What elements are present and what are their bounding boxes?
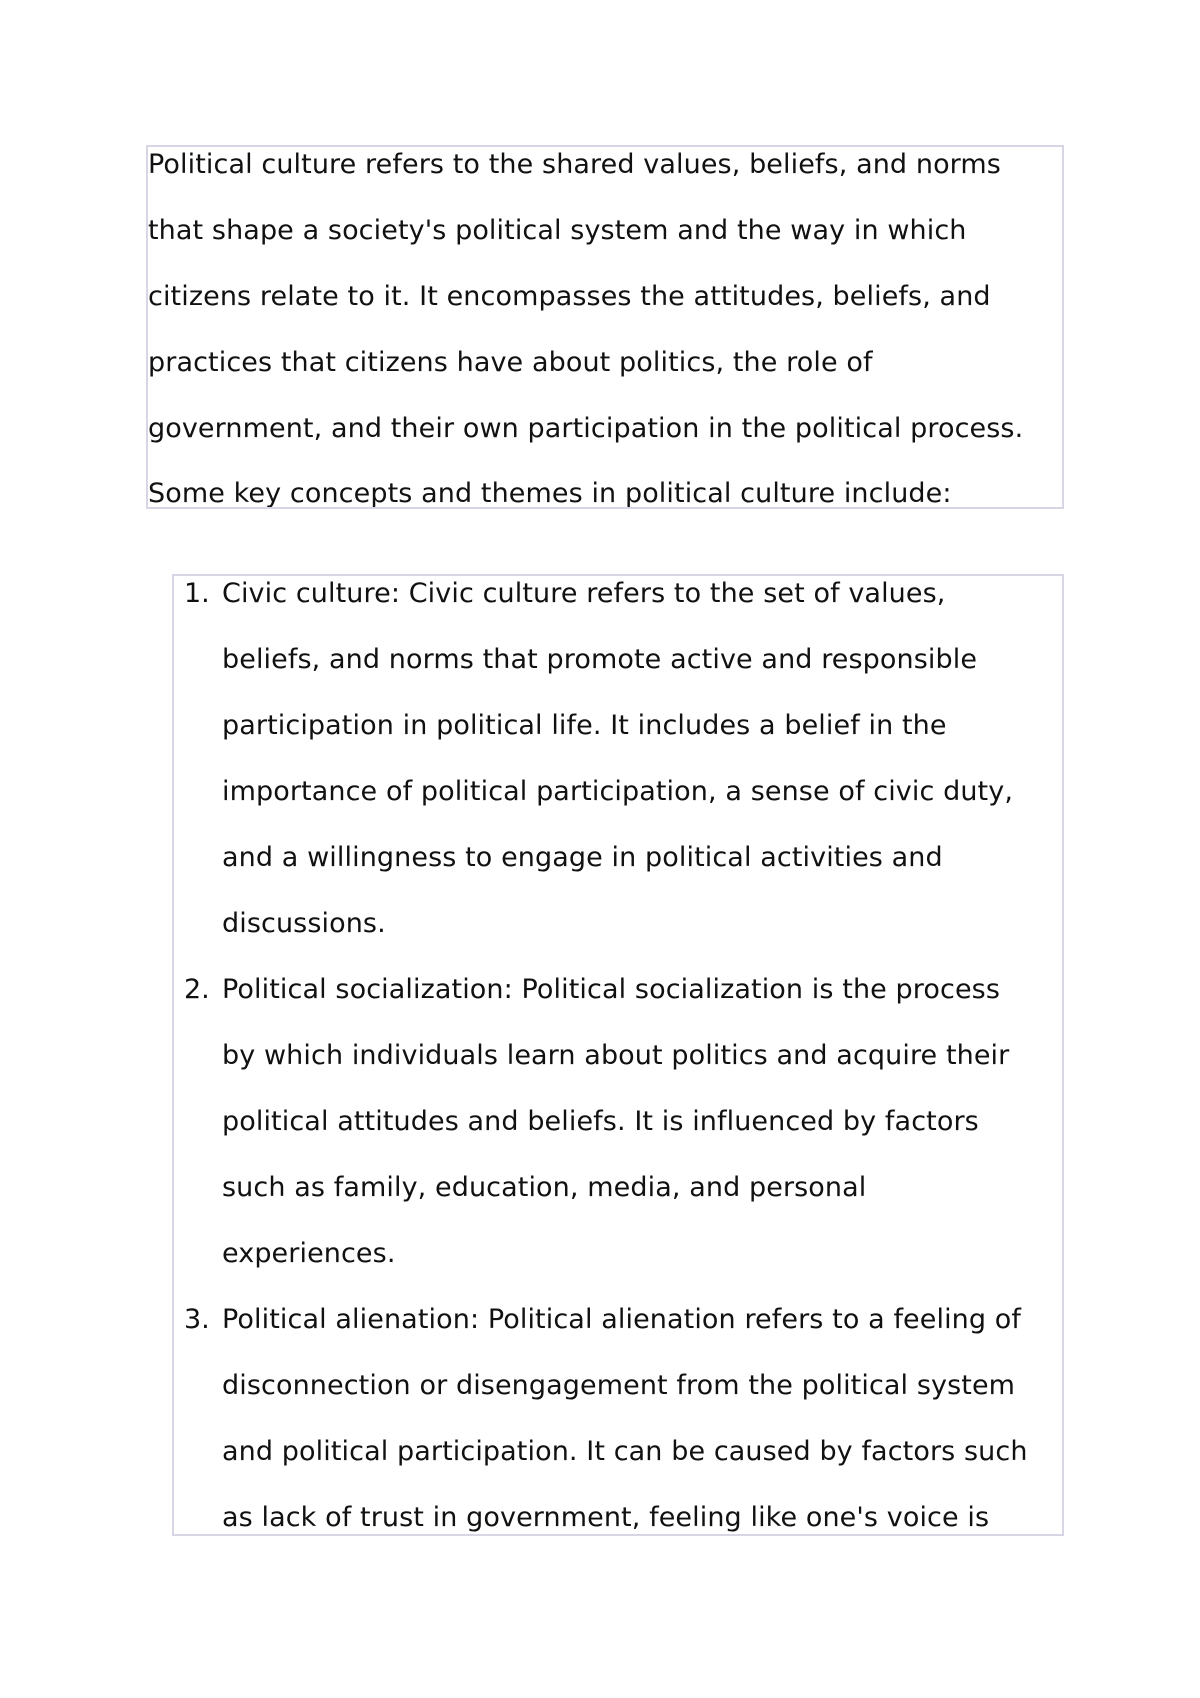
list-item-line: and political participation. It can be caused by factors such [222,1436,1028,1467]
list-item-line: as lack of trust in government, feeling like one's voice is [222,1502,990,1533]
list-item-line: such as family, education, media, and personal [222,1172,867,1203]
list-item-line: Political alienation: Political alienation refers to a feeling of [222,1304,1022,1335]
list-item-line: discussions. [222,908,386,939]
list-item-line: disconnection or disengagement from the political system [222,1370,1016,1401]
list-item-line: beliefs, and norms that promote active and responsible [222,644,978,675]
list-item-line: Political socialization: Political socialization is the process [222,974,1001,1005]
list-item-line: importance of political participation, a sense of civic duty, [222,776,1013,807]
list-item-line: experiences. [222,1238,396,1269]
intro-line: that shape a society's political system and the way in which [148,215,967,246]
list-item-line: participation in political life. It includes a belief in the [222,710,947,741]
intro-line: practices that citizens have about politics, the role of [148,347,873,378]
list-item-line: and a willingness to engage in political activities and [222,842,943,873]
list-item-line: political attitudes and beliefs. It is influenced by factors [222,1106,979,1137]
list-item-number: 2. [184,974,210,1005]
intro-line: government, and their own participation in the political process. [148,413,1024,444]
intro-line: citizens relate to it. It encompasses the attitudes, beliefs, and [148,281,991,312]
list-item-line: Civic culture: Civic culture refers to the set of values, [222,578,946,609]
intro-paragraph [146,145,1064,509]
concepts-list [172,574,1064,1536]
list-item-number: 3. [184,1304,210,1335]
intro-line: Some key concepts and themes in political culture include: [148,478,952,509]
intro-line: Political culture refers to the shared values, beliefs, and norms [148,149,1001,180]
list-item-line: by which individuals learn about politics and acquire their [222,1040,1010,1071]
list-item-number: 1. [184,578,210,609]
